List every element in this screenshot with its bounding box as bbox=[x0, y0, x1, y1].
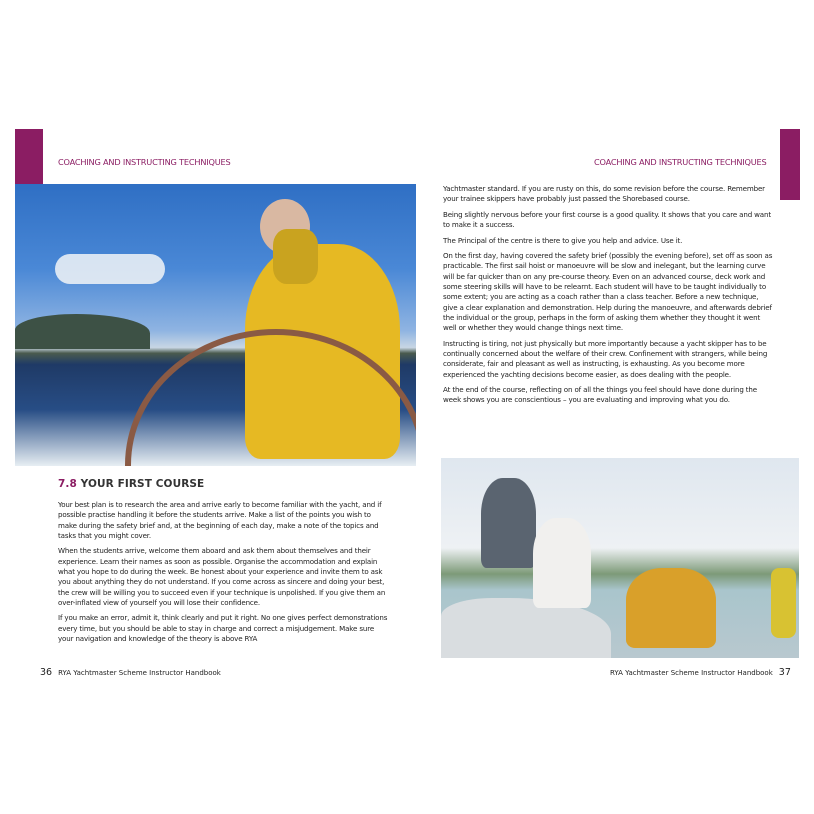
photo-hills bbox=[15, 314, 150, 349]
photo-crew-woman bbox=[533, 518, 591, 608]
section-heading bbox=[58, 478, 204, 490]
photo-crew-standing bbox=[481, 478, 536, 568]
right-running-head: COACHING AND INSTRUCTING TECHNIQUES bbox=[594, 157, 767, 167]
left-running-head: COACHING AND INSTRUCTING TECHNIQUES bbox=[58, 157, 231, 167]
right-body-text bbox=[443, 184, 773, 411]
photo-winch bbox=[771, 568, 796, 638]
photo-cloud bbox=[55, 254, 165, 284]
section-number: 7.8 bbox=[58, 478, 77, 490]
paragraph: If you make an error, admit it, think clearly and put it right. No one gives perfect demonstrations every time, but you should be able to stay in charge and correct a misjudgement. Make sure your navigation and knowledge of the theory is above RYA bbox=[58, 613, 388, 643]
paragraph: On the first day, having covered the safety brief (possibly the evening before), set off as soon as practicable. The first sail hoist or manoeuvre will be slow and inelegant, but the learning curve will be far quicker than on any pre-course theory. Even on an advanced course, deck work and some steering skills will have to be relearnt. Each student will have to be taught individually to some extent; you are acting as a coach rather than a class teacher. Before a new technique, give a clear explanation and demonstration. Help during the manoeuvre, and afterwards debrief the individual or the group, perhaps in the form of asking them whether they thought it went well or whether they would change things next time. bbox=[443, 251, 773, 333]
left-chapter-tab bbox=[15, 129, 43, 184]
photo-crew-winch bbox=[626, 568, 716, 648]
right-photo-crew bbox=[441, 458, 799, 658]
footer-title: RYA Yachtmaster Scheme Instructor Handbook bbox=[610, 669, 773, 677]
paragraph: Your best plan is to research the area and arrive early to become familiar with the yacht, and if possible practise handling it before the students arrive. Make a list of the points you wish to make during the safety brief and, at the beginning of each day, make a note of the topics and tasks that you might cover. bbox=[58, 500, 382, 540]
section-title: YOUR FIRST COURSE bbox=[80, 478, 205, 490]
paragraph: The Principal of the centre is there to give you help and advice. Use it. bbox=[443, 235, 683, 245]
left-body-text bbox=[58, 500, 388, 649]
photo-collar bbox=[273, 229, 318, 284]
left-photo-helmsman bbox=[15, 184, 416, 466]
paragraph: Being slightly nervous before your first course is a good quality. It shows that you care and want to make it a success. bbox=[443, 209, 771, 230]
paragraph: Instructing is tiring, not just physically but more importantly because a yacht skipper has to be continually concerned about the welfare of their crew. Confinement with strangers, while being considerate, fair and pleasant as well as instructing, is exhausting. As you become more experienced the yachting decisions become easier, as does dealing with the people. bbox=[443, 338, 768, 379]
right-footer bbox=[610, 667, 797, 678]
right-chapter-tab bbox=[780, 129, 800, 200]
page-number: 37 bbox=[778, 667, 791, 678]
left-footer bbox=[34, 667, 221, 678]
footer-title: RYA Yachtmaster Scheme Instructor Handbook bbox=[58, 669, 221, 677]
paragraph: At the end of the course, reflecting on of all the things you feel should have done during the week shows you are conscientious – you are evaluating and improving what you do. bbox=[443, 384, 757, 405]
page-number: 36 bbox=[40, 667, 53, 678]
paragraph: When the students arrive, welcome them aboard and ask them about themselves and their experience. Learn their names as soon as possible. Organise the accommodation and explain what you hope to do during the week. Be honest about your experience and invite them to ask you about anything they do not understand. If you come across as sincere and doing your best, the crew will be willing you to succeed even if your technique is unpolished. If you give them an over-inflated view of yourself you will lose their confidence. bbox=[58, 546, 386, 607]
paragraph: Yachtmaster standard. If you are rusty on this, do some revision before the course. Remember your trainee skippers have probably just passed the Shorebased course. bbox=[443, 184, 765, 204]
